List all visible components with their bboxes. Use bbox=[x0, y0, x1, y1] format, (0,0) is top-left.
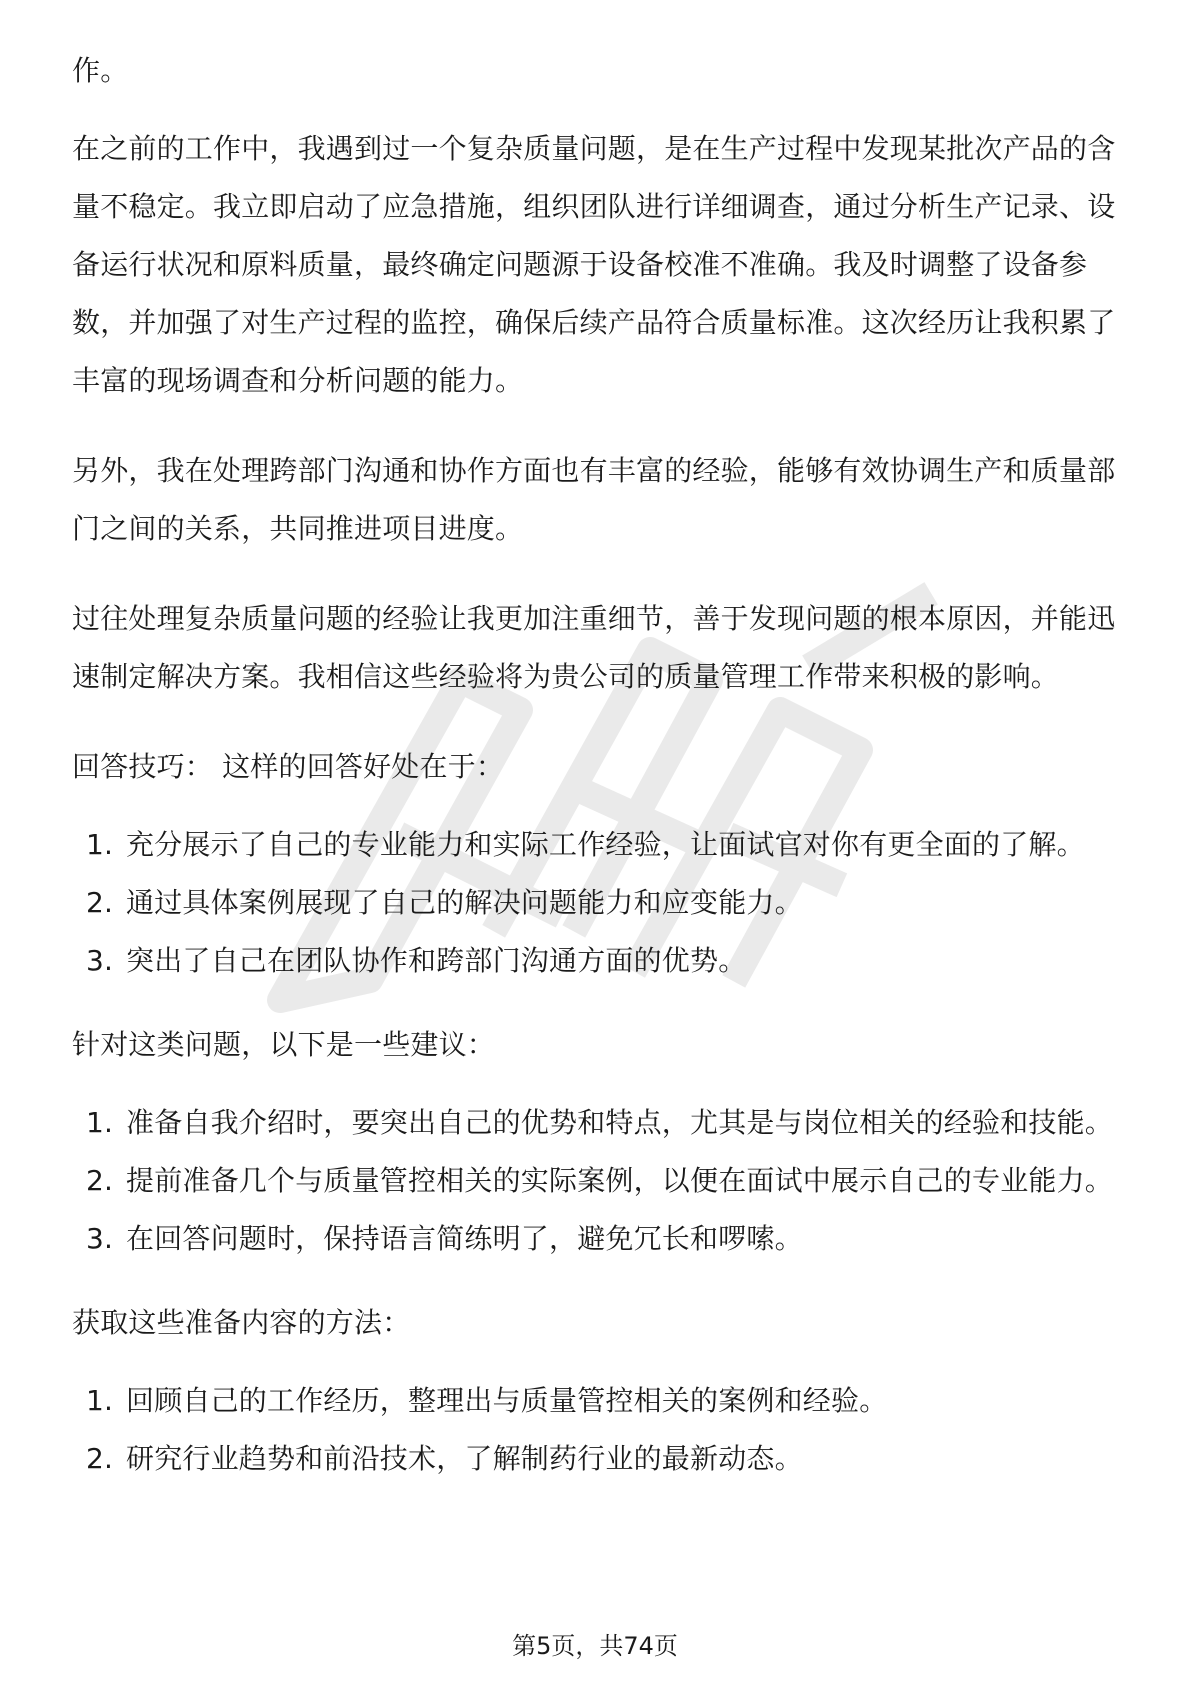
list-item bbox=[72, 1372, 1122, 1430]
list-number: 2. bbox=[86, 1164, 114, 1197]
list-item-text: 准备自我介绍时，要突出自己的优势和特点，尤其是与岗位相关的经验和技能。 bbox=[126, 1106, 1114, 1139]
list-item-text: 研究行业趋势和前沿技术，了解制药行业的最新动态。 bbox=[126, 1442, 803, 1475]
list-item bbox=[72, 874, 1122, 932]
list-number: 1. bbox=[86, 1384, 114, 1417]
list-number: 3. bbox=[86, 944, 114, 977]
tips-list bbox=[72, 816, 1122, 990]
list-item bbox=[72, 1152, 1122, 1210]
advice-list bbox=[72, 1094, 1122, 1268]
section-heading-tips: 回答技巧： 这样的回答好处在于： bbox=[72, 750, 505, 783]
list-item-text: 通过具体案例展现了自己的解决问题能力和应变能力。 bbox=[126, 886, 803, 919]
list-item-text: 提前准备几个与质量管控相关的实际案例，以便在面试中展示自己的专业能力。 bbox=[126, 1164, 1114, 1197]
list-item bbox=[72, 1094, 1122, 1152]
list-item-text: 在回答问题时，保持语言简练明了，避免冗长和啰嗦。 bbox=[126, 1222, 803, 1255]
list-number: 1. bbox=[86, 1106, 114, 1139]
list-item bbox=[72, 1210, 1122, 1268]
section-heading-method: 获取这些准备内容的方法： bbox=[72, 1306, 411, 1339]
section-heading-advice: 针对这类问题，以下是一些建议： bbox=[72, 1028, 496, 1061]
list-item bbox=[72, 816, 1122, 874]
document-body bbox=[72, 42, 1122, 1514]
page-footer: 第5页，共74页 bbox=[512, 1632, 678, 1660]
paragraph: 过往处理复杂质量问题的经验让我更加注重细节，善于发现问题的根本原因，并能迅速制定解决方案。我相信这些经验将为贵公司的质量管理工作带来积极的影响。 bbox=[72, 602, 1116, 693]
list-number: 1. bbox=[86, 828, 114, 861]
list-number: 2. bbox=[86, 886, 114, 919]
list-item bbox=[72, 1430, 1122, 1488]
list-number: 2. bbox=[86, 1442, 114, 1475]
paragraph: 作。 bbox=[72, 54, 129, 87]
paragraph: 另外，我在处理跨部门沟通和协作方面也有丰富的经验，能够有效协调生产和质量部门之间的关系，共同推进项目进度。 bbox=[72, 454, 1116, 545]
list-number: 3. bbox=[86, 1222, 114, 1255]
method-list bbox=[72, 1372, 1122, 1488]
paragraph: 在之前的工作中，我遇到过一个复杂质量问题，是在生产过程中发现某批次产品的含量不稳定。我立即启动了应急措施，组织团队进行详细调查，通过分析生产记录、设备运行状况和原料质量，最终确定问题源于设备校准不准确。我及时调整了设备参数，并加强了对生产过程的监控，确保后续产品符合质量标准。这次经历让我积累了丰富的现场调查和分析问题的能力。 bbox=[72, 132, 1116, 397]
list-item-text: 突出了自己在团队协作和跨部门沟通方面的优势。 bbox=[126, 944, 747, 977]
list-item-text: 回顾自己的工作经历，整理出与质量管控相关的案例和经验。 bbox=[126, 1384, 888, 1417]
list-item-text: 充分展示了自己的专业能力和实际工作经验，让面试官对你有更全面的了解。 bbox=[126, 828, 1085, 861]
list-item bbox=[72, 932, 1122, 990]
